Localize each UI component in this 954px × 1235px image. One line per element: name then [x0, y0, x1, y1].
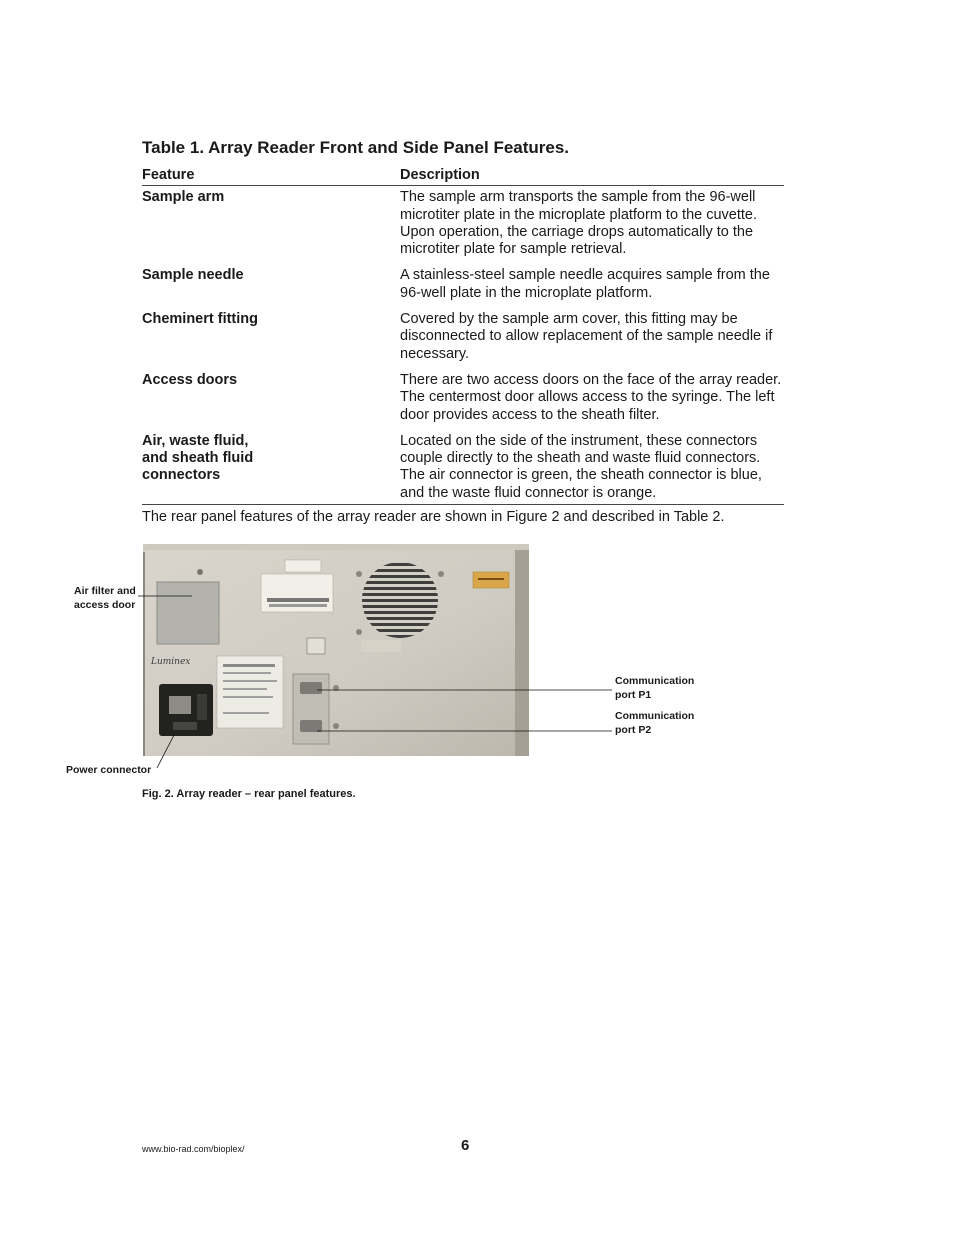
label-comm-port-p2: Communication port P2	[615, 710, 695, 736]
callout-line-power	[157, 735, 174, 768]
feature-cell: Cheminert fitting	[142, 311, 258, 328]
label-air-filter: Air filter and access door	[74, 585, 136, 611]
table-title: Table 1. Array Reader Front and Side Panel Features.	[142, 138, 570, 157]
label-power-connector: Power connector	[66, 764, 152, 776]
description-cell: There are two access doors on the face of the array reader. The centermost door allows access to the syringe. The left door provides access to the sheath filter.	[400, 371, 782, 423]
brand-logo: Luminex	[151, 657, 191, 667]
description-cell: Covered by the sample arm cover, this fitting may be disconnected to allow replacement of the sample needle if necessary.	[400, 311, 773, 362]
column-header-feature: Feature	[142, 167, 400, 186]
figure-caption: Fig. 2. Array reader – rear panel features.	[142, 788, 356, 800]
label-comm-port-p1: Communication port P1	[615, 675, 695, 701]
feature-cell: Sample arm	[142, 189, 225, 206]
feature-cell: Sample needle	[142, 267, 244, 284]
feature-cell: Air, waste fluid, and sheath fluid connectors	[142, 433, 400, 505]
intro-paragraph: The rear panel features of the array reader are shown in Figure 2 and described in Table 2.	[142, 509, 725, 525]
page-number: 6	[461, 1137, 470, 1154]
description-cell: Located on the side of the instrument, these connectors couple directly to the sheath and waste fluid connectors. The air connector is green, the sheath connector is blue, and the waste fluid connector is orange.	[400, 433, 784, 505]
footer-url: www.bio-rad.com/bioplex/	[142, 1144, 245, 1154]
description-cell: A stainless-steel sample needle acquires sample from the 96-well plate in the microplate platform.	[400, 267, 770, 301]
feature-cell: Access doors	[142, 371, 238, 388]
column-header-description: Description	[400, 167, 784, 186]
description-cell: The sample arm transports the sample from the 96-well microtiter plate in the microplate platform to the cuvette. Upon operation, the carriage drops automatically to the microtiter plate for sample retrieval.	[400, 189, 758, 258]
